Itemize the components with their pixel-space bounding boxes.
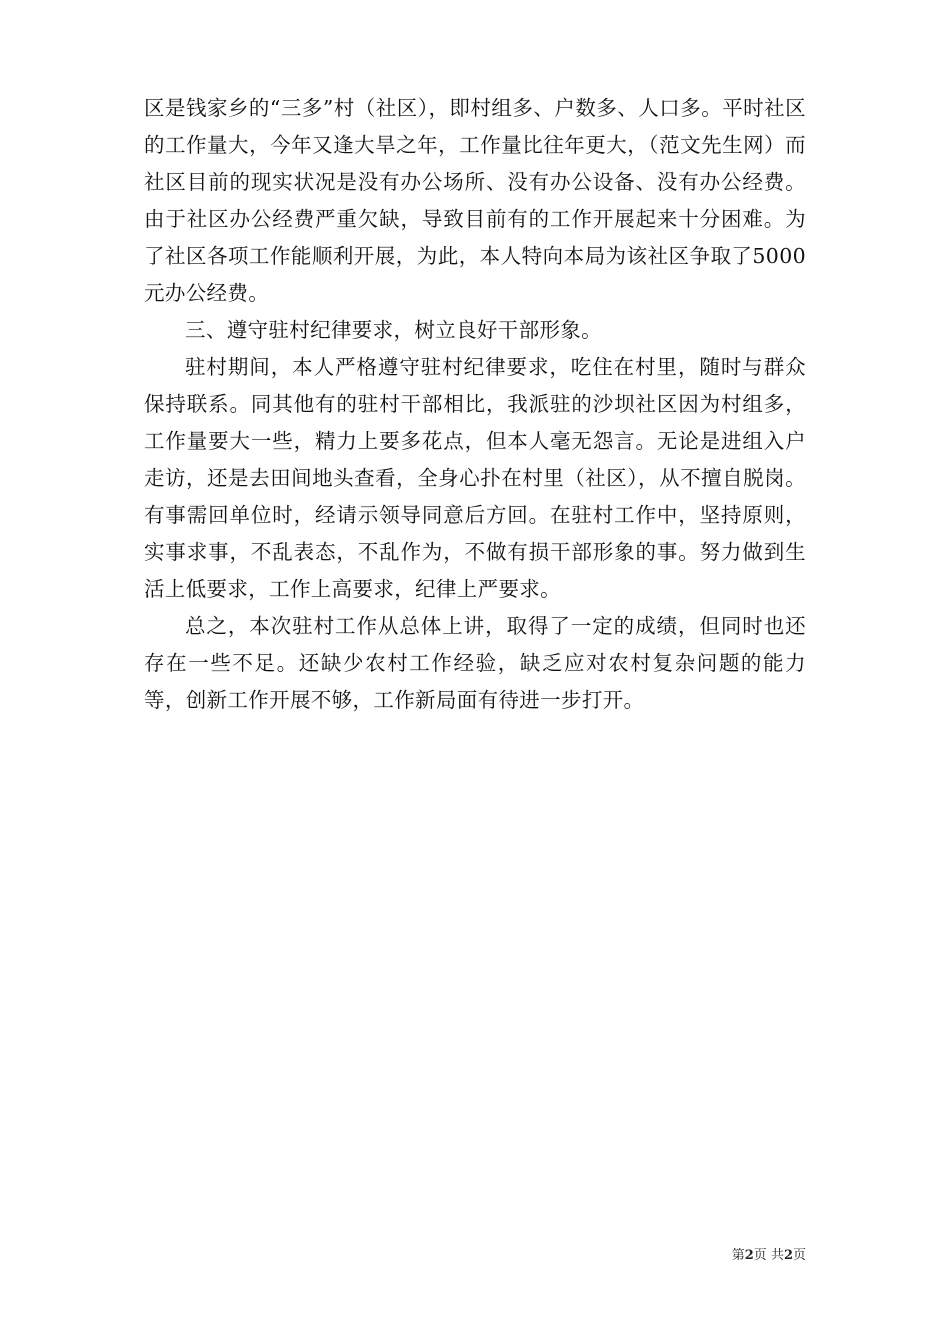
footer-prefix: 第: [731, 1248, 745, 1263]
paragraph: 区是钱家乡的“三多”村（社区），即村组多、户数多、人口多。平时社区的工作量大，今年又逢大旱之年，工作量比往年更大，（范文先生网）而社区目前的现实状况是没有办公场所、没有办公设备、没有办公经费。由于社区办公经费严重欠缺，导致目前有的工作开展起来十分困难。为了社区各项工作能顺利开展，为此，本人特向本局为该社区争取了5000元办公经费。: [144, 96, 806, 305]
section-heading: 三、遵守驻村纪律要求，树立良好干部形象。: [185, 318, 602, 342]
current-page-number: 2: [744, 1248, 754, 1263]
total-page-number: 2: [783, 1248, 793, 1263]
page-footer: [0, 1247, 806, 1265]
document-body: [144, 90, 806, 719]
footer-middle: 页 共: [753, 1248, 784, 1263]
footer-suffix: 页: [792, 1248, 806, 1263]
paragraph: 驻村期间，本人严格遵守驻村纪律要求，吃住在村里，随时与群众保持联系。同其他有的驻村干部相比，我派驻的沙坝社区因为村组多，工作量要大一些，精力上要多花点，但本人毫无怨言。无论是进组入户走访，还是去田间地头查看，全身心扑在村里（社区），从不擅自脱岗。有事需回单位时，经请示领导同意后方回。在驻村工作中，坚持原则，实事求事，不乱表态，不乱作为，不做有损干部形象的事。努力做到生活上低要求，工作上高要求，纪律上严要求。: [144, 355, 806, 601]
paragraph: 总之，本次驻村工作从总体上讲，取得了一定的成绩，但同时也还存在一些不足。还缺少农村工作经验，缺乏应对农村复杂问题的能力等，创新工作开展不够，工作新局面有待进一步打开。: [144, 614, 806, 712]
